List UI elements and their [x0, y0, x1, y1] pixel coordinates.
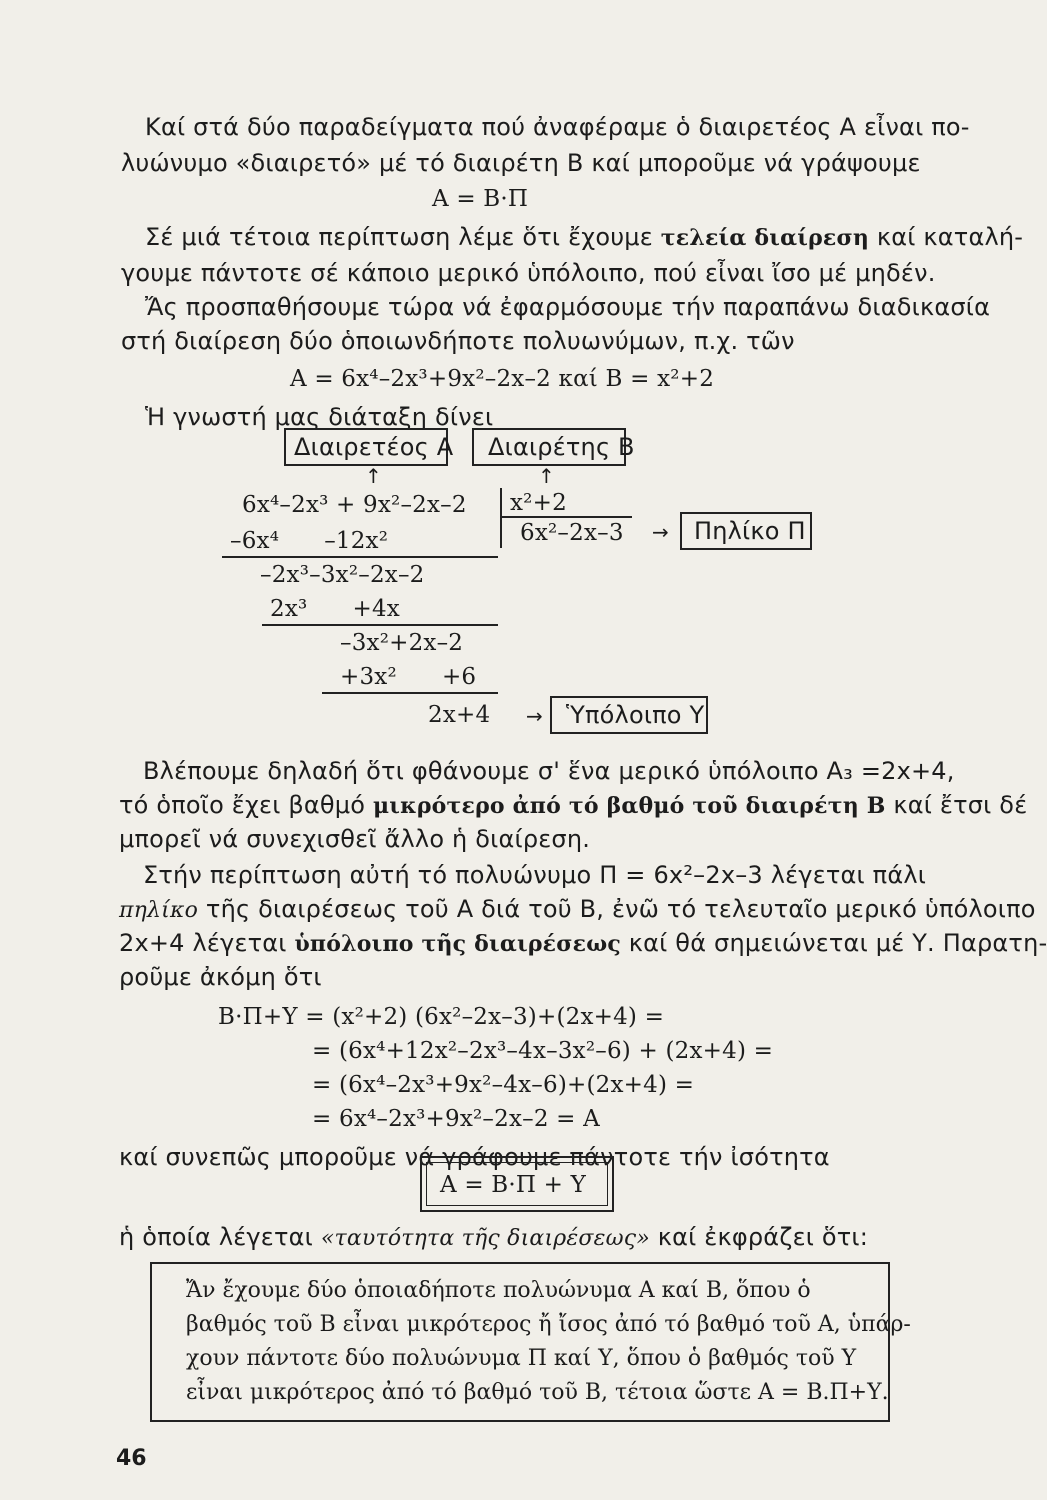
- text-line: 2x+4 λέγεται ὑπόλοιπο τῆς διαιρέσεως καί θά σημειώνεται μέ Υ. Παρατη-: [119, 929, 1047, 957]
- right-arrow-icon: →: [526, 704, 543, 728]
- theorem-line: εἶναι μικρότερος ἀπό τό βαθμό τοῦ Β, τέτοια ὥστε Α = Β.Π+Υ.: [186, 1380, 889, 1405]
- text-line: καί συνεπῶς μποροῦμε νά γράφουμε πάντοτε τήν ἰσότητα: [119, 1143, 830, 1171]
- formula: Α = Β·Π: [432, 186, 529, 212]
- subtraction-step: 2x³ +4x: [270, 596, 400, 622]
- divisor: x²+2: [510, 490, 567, 516]
- theorem-line: χουν πάντοτε δύο πολυώνυμα Π καί Υ, ὅπου ὁ βαθμός τοῦ Υ: [186, 1346, 857, 1371]
- label-dividend: Διαιρετέος Α: [294, 433, 454, 461]
- formula-line: Β·Π+Υ = (x²+2) (6x²–2x–3)+(2x+4) =: [218, 1004, 665, 1030]
- text-line: ροῦμε ἀκόμη ὅτι: [119, 963, 322, 991]
- formula-line: = 6x⁴–2x³+9x²–2x–2 = Α: [312, 1106, 600, 1132]
- label-remainder: Ὑπόλοιπο Υ: [566, 701, 705, 729]
- emphasis: μικρότερο ἀπό τό βαθμό τοῦ διαιρέτη Β: [372, 793, 886, 819]
- emphasis: τελεία διαίρεση: [660, 225, 870, 251]
- text-line: στή διαίρεση δύο ὁποιωνδήποτε πολυωνύμων, π.χ. τῶν: [121, 327, 795, 355]
- formula-line: = (6x⁴–2x³+9x²–4x–6)+(2x+4) =: [312, 1072, 695, 1098]
- text-line: Ἡ γνωστή μας διάταξη δίνει: [145, 403, 494, 431]
- emphasis: ὑπόλοιπο τῆς διαιρέσεως: [294, 931, 621, 957]
- text-line: Σέ μιά τέτοια περίπτωση λέμε ὅτι ἔχουμε τελεία διαίρεση καί καταλή-: [145, 223, 1024, 251]
- text-line: τό ὁποῖο ἔχει βαθμό μικρότερο ἀπό τό βαθμό τοῦ διαιρέτη Β καί ἔτσι δέ: [119, 791, 1028, 819]
- text-line: Βλέπουμε δηλαδή ὅτι φθάνουμε σ' ἕνα μερικό ὑπόλοιπο Α₃ =2x+4,: [143, 757, 955, 785]
- quotient: 6x²–2x–3: [520, 520, 624, 546]
- theorem-line: βαθμός τοῦ Β εἶναι μικρότερος ἤ ἴσος ἀπό τό βαθμό τοῦ Α, ὑπάρ-: [186, 1312, 911, 1337]
- emphasis: πηλίκο: [119, 898, 199, 923]
- label-divisor: Διαιρέτης Β: [488, 433, 635, 461]
- identity-formula: Α = Β·Π + Υ: [440, 1172, 587, 1198]
- subtraction-step: –6x⁴ –12x²: [230, 528, 389, 554]
- text-line: Στήν περίπτωση αὐτή τό πολυώνυμο Π = 6x²–2x–3 λέγεται πάλι: [143, 861, 927, 889]
- rule: [322, 692, 498, 694]
- text-line: πηλίκο τῆς διαιρέσεως τοῦ Α διά τοῦ Β, ἐνῶ τό τελευταῖο μερικό ὑπόλοιπο: [119, 895, 1036, 923]
- partial-remainder: –2x³–3x²–2x–2: [260, 562, 425, 588]
- dividend: 6x⁴–2x³ + 9x²–2x–2: [242, 492, 467, 518]
- rule: [222, 556, 498, 558]
- emphasis: «ταυτότητα τῆς διαιρέσεως»: [320, 1226, 650, 1251]
- label-quotient: Πηλίκο Π: [694, 517, 806, 545]
- partial-remainder: –3x²+2x–2: [340, 630, 464, 656]
- remainder: 2x+4: [428, 702, 491, 728]
- theorem-line: Ἄν ἔχουμε δύο ὁποιαδήποτε πολυώνυμα Α καί Β, ὅπου ὁ: [186, 1278, 811, 1303]
- text-line: λυώνυμο «διαιρετό» μέ τό διαιρέτη Β καί μποροῦμε νά γράψουμε: [121, 149, 921, 177]
- formula-line: = (6x⁴+12x²–2x³–4x–3x²–6) + (2x+4) =: [312, 1038, 774, 1064]
- text-line: γουμε πάντοτε σέ κάποιο μερικό ὑπόλοιπο, πού εἶναι ἴσο μέ μηδέν.: [121, 259, 936, 287]
- up-arrow-icon: ↑: [538, 464, 555, 488]
- text-line: Καί στά δύο παραδείγματα πού ἀναφέραμε ὁ διαιρετέος Α εἶναι πο-: [145, 113, 970, 141]
- text-line: μπορεῖ νά συνεχισθεῖ ἄλλο ἡ διαίρεση.: [119, 825, 591, 853]
- division-bar-vertical: [500, 488, 502, 548]
- up-arrow-icon: ↑: [365, 464, 382, 488]
- text-line: Ἄς προσπαθήσουμε τώρα νά ἐφαρμόσουμε τήν παραπάνω διαδικασία: [145, 293, 991, 321]
- page-number: 46: [116, 1446, 147, 1471]
- subtraction-step: +3x² +6: [340, 664, 477, 690]
- rule: [262, 624, 498, 626]
- text-line: ἡ ὁποία λέγεται «ταυτότητα τῆς διαιρέσεως» καί ἐκφράζει ὅτι:: [119, 1223, 869, 1251]
- right-arrow-icon: →: [652, 520, 669, 544]
- formula: Α = 6x⁴–2x³+9x²–2x–2 καί Β = x²+2: [290, 366, 715, 392]
